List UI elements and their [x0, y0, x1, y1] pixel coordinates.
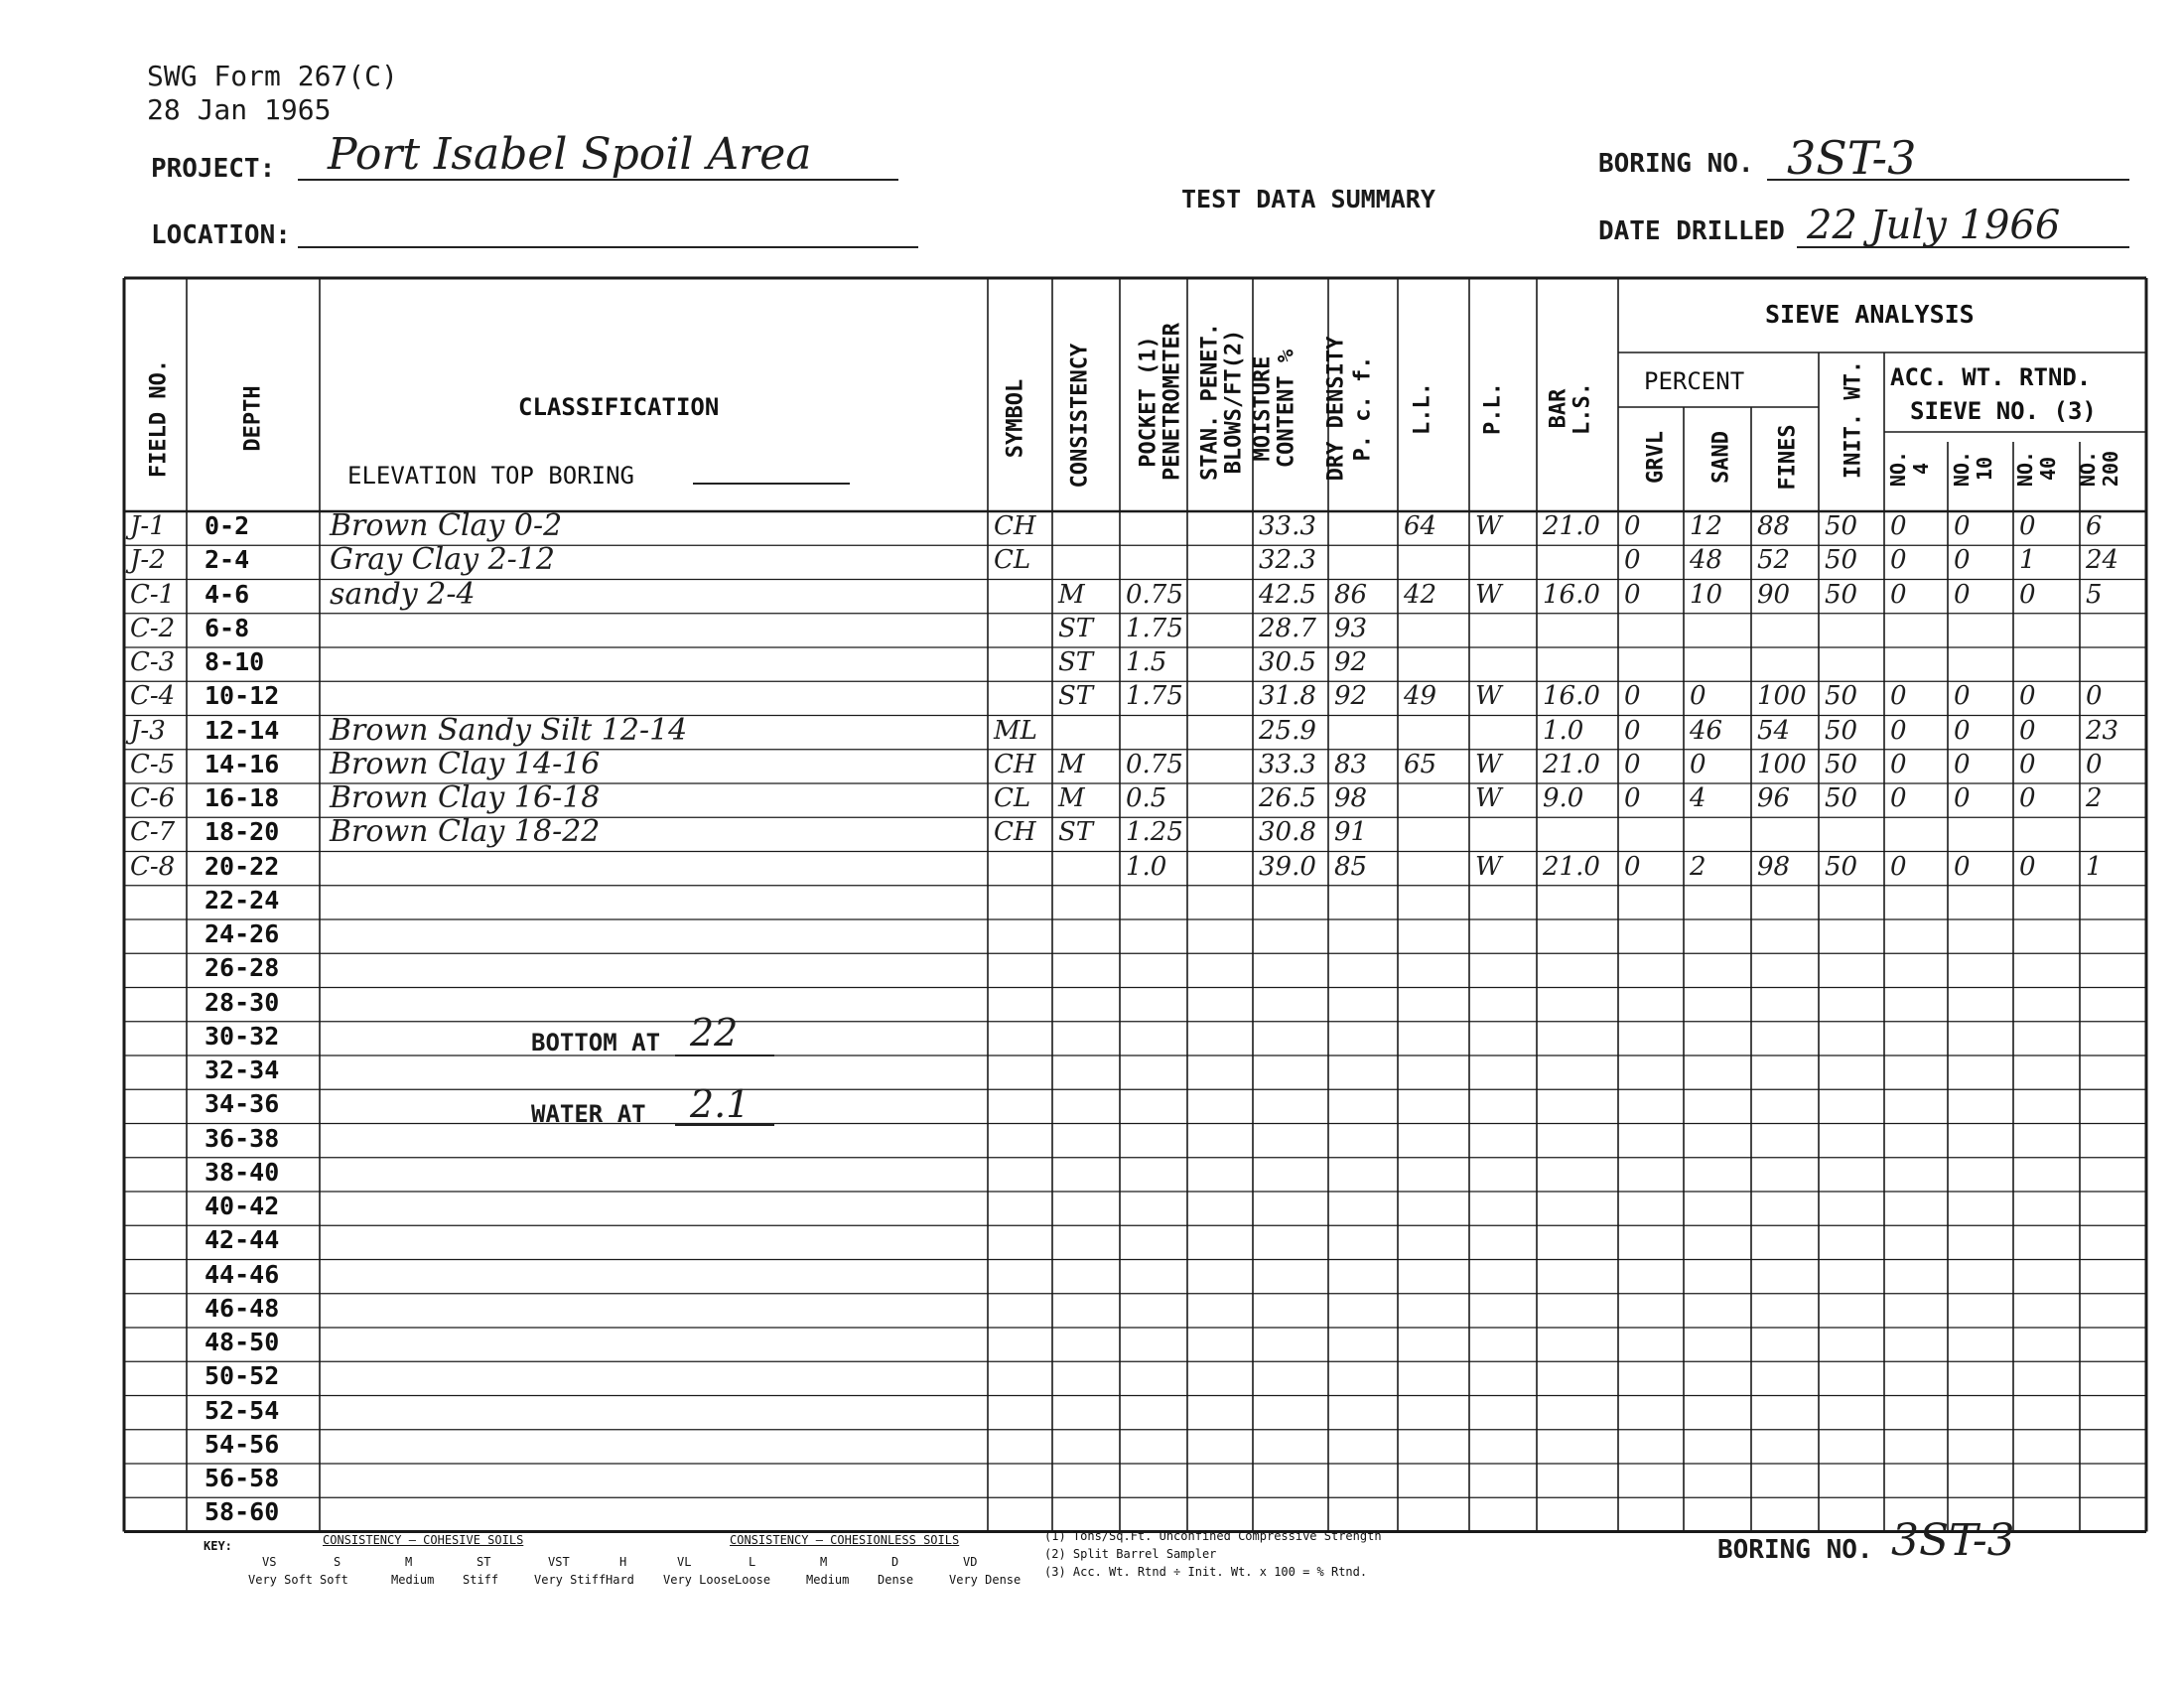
- cell-sand: 0: [1690, 749, 1706, 779]
- cohesionless-abbr: L: [749, 1555, 756, 1569]
- cell-bar: 21.0: [1543, 851, 1600, 882]
- cohesive-word: Soft: [320, 1573, 348, 1587]
- cell-dd: 98: [1334, 783, 1368, 813]
- cell-init: 50: [1825, 715, 1858, 746]
- cell-sand: 46: [1690, 715, 1723, 746]
- header-grvl: GRVL: [1643, 431, 1669, 484]
- cell-ll: 64: [1404, 511, 1437, 541]
- key-note-1: (1) Tons/Sq.Ft. Unconfined Compressive Strength: [1044, 1529, 1382, 1543]
- cell-grvl: 0: [1624, 851, 1641, 882]
- cell-bar: 16.0: [1543, 579, 1600, 610]
- header-bar-2: L.S.: [1570, 382, 1595, 435]
- cell-grvl: 0: [1624, 511, 1641, 541]
- cell-init: 50: [1825, 579, 1858, 610]
- cell-cons: ST: [1058, 681, 1094, 712]
- cell-depth: 26-28: [205, 953, 280, 983]
- cell-pp: 1.75: [1126, 613, 1183, 643]
- header-dry-density-1: DRY DENSITY: [1323, 336, 1349, 482]
- cell-bar: 21.0: [1543, 511, 1600, 541]
- cell-cons: M: [1058, 749, 1085, 779]
- cell-sand: 4: [1690, 783, 1706, 813]
- cohesive-word: Hard: [606, 1573, 634, 1587]
- cell-class: sandy 2-4: [330, 576, 476, 612]
- header-no40-a: NO.: [2013, 450, 2037, 488]
- cell-n200: 2: [2086, 783, 2103, 813]
- cell-depth: 8-10: [205, 647, 265, 676]
- cell-grvl: 0: [1624, 545, 1641, 576]
- cell-grvl: 0: [1624, 579, 1641, 610]
- cell-pp: 1.75: [1126, 681, 1183, 712]
- cell-field: C-6: [130, 783, 176, 813]
- cell-depth: 56-58: [205, 1464, 280, 1492]
- cell-mc: 31.8: [1259, 681, 1316, 712]
- key-cohesive-title: CONSISTENCY — COHESIVE SOILS: [323, 1533, 524, 1547]
- cell-sand: 12: [1690, 511, 1723, 541]
- cell-depth: 16-18: [205, 783, 280, 812]
- cell-sym: CH: [994, 817, 1036, 848]
- cell-depth: 2-4: [205, 545, 250, 575]
- header-no200-a: NO.: [2076, 450, 2100, 488]
- cell-mc: 30.8: [1259, 817, 1316, 848]
- cohesionless-abbr: D: [891, 1555, 899, 1569]
- cell-fines: 90: [1757, 579, 1791, 610]
- bottom-label: BOTTOM AT: [531, 1029, 661, 1056]
- header-acc-wt-1: ACC. WT. RTND.: [1890, 363, 2092, 391]
- cell-grvl: 0: [1624, 783, 1641, 813]
- cell-ll: 65: [1404, 749, 1437, 779]
- header-pl: P.L.: [1480, 382, 1506, 435]
- form-title: TEST DATA SUMMARY: [1181, 185, 1435, 213]
- cell-mc: 30.5: [1259, 647, 1316, 677]
- cell-bar: 1.0: [1543, 715, 1584, 746]
- cell-field: J-3: [130, 715, 166, 746]
- cell-depth: 54-56: [205, 1429, 280, 1459]
- cohesionless-abbr: VD: [963, 1555, 978, 1569]
- cell-n200: 23: [2086, 715, 2119, 746]
- cell-depth: 22-24: [205, 885, 280, 914]
- cell-grvl: 0: [1624, 681, 1641, 712]
- cell-n4: 0: [1890, 579, 1907, 610]
- cell-mc: 26.5: [1259, 783, 1316, 813]
- header-sand: SAND: [1708, 431, 1734, 484]
- header-pocket-1: POCKET (1): [1136, 336, 1161, 468]
- water-underline: [675, 1124, 774, 1126]
- header-acc-wt-2: SIEVE NO. (3): [1910, 397, 2097, 425]
- boring-label: BORING NO.: [1598, 149, 1754, 179]
- cohesive-word: Very Stiff: [534, 1573, 607, 1587]
- boring-value: 3ST-3: [1787, 131, 1917, 185]
- cell-n10: 0: [1954, 783, 1971, 813]
- cell-depth: 18-20: [205, 817, 280, 847]
- header-no4-a: NO.: [1886, 450, 1910, 488]
- cell-pl: W: [1475, 511, 1502, 541]
- cell-field: C-4: [130, 681, 176, 712]
- cell-field: C-8: [130, 851, 176, 882]
- cell-class: Brown Clay 16-18: [330, 780, 601, 815]
- cell-depth: 48-50: [205, 1328, 280, 1356]
- cell-n200: 6: [2086, 511, 2103, 541]
- cell-dd: 92: [1334, 647, 1368, 677]
- cell-mc: 33.3: [1259, 511, 1316, 541]
- cell-depth: 0-2: [205, 511, 250, 540]
- cell-n40: 0: [2019, 783, 2036, 813]
- header-sieve-analysis: SIEVE ANALYSIS: [1765, 300, 1975, 329]
- cell-sym: CH: [994, 511, 1036, 541]
- key-title: KEY:: [204, 1539, 232, 1553]
- header-consistency: CONSISTENCY: [1067, 343, 1093, 489]
- header-symbol: SYMBOL: [1003, 378, 1028, 459]
- bottom-value: 22: [690, 1011, 739, 1055]
- cell-pp: 0.75: [1126, 579, 1183, 610]
- cell-sym: CH: [994, 749, 1036, 779]
- cell-fines: 96: [1757, 783, 1791, 813]
- cell-n200: 5: [2086, 579, 2103, 610]
- cell-pp: 0.75: [1126, 749, 1183, 779]
- header-moisture-1: MOISTURE: [1250, 355, 1276, 462]
- cell-bar: 16.0: [1543, 681, 1600, 712]
- cell-depth: 40-42: [205, 1192, 280, 1220]
- cell-n200: 24: [2086, 545, 2119, 576]
- key-cohesionless-title: CONSISTENCY — COHESIONLESS SOILS: [730, 1533, 960, 1547]
- cell-depth: 28-30: [205, 987, 280, 1017]
- cell-mc: 25.9: [1259, 715, 1316, 746]
- cohesionless-word: Loose: [735, 1573, 771, 1587]
- header-stan-2: BLOWS/FT(2): [1221, 329, 1247, 475]
- cell-field: J-2: [130, 545, 166, 576]
- cell-class: Brown Clay 18-22: [330, 814, 601, 850]
- cell-n40: 1: [2019, 545, 2036, 576]
- cell-sym: CL: [994, 783, 1031, 813]
- cell-pp: 1.5: [1126, 647, 1167, 677]
- cell-n4: 0: [1890, 545, 1907, 576]
- cell-n40: 0: [2019, 715, 2036, 746]
- cohesionless-abbr: M: [820, 1555, 828, 1569]
- key-note-3: (3) Acc. Wt. Rtnd ÷ Init. Wt. x 100 = % Rtnd.: [1044, 1565, 1368, 1579]
- cell-pp: 1.25: [1126, 817, 1183, 848]
- cell-mc: 33.3: [1259, 749, 1316, 779]
- cell-dd: 93: [1334, 613, 1368, 643]
- cell-n40: 0: [2019, 851, 2036, 882]
- cell-field: C-2: [130, 613, 176, 643]
- cell-class: Brown Clay 0-2: [330, 508, 563, 543]
- cohesive-abbr: S: [334, 1555, 341, 1569]
- cohesionless-word: Very Dense: [949, 1573, 1022, 1587]
- header-no10-a: NO.: [1950, 450, 1974, 488]
- cell-init: 50: [1825, 749, 1858, 779]
- cell-class: Gray Clay 2-12: [330, 542, 555, 578]
- cell-cons: M: [1058, 579, 1085, 610]
- cell-depth: 36-38: [205, 1123, 280, 1153]
- cohesionless-word: Medium: [806, 1573, 850, 1587]
- cell-n4: 0: [1890, 783, 1907, 813]
- cell-dd: 85: [1334, 851, 1368, 882]
- cell-n4: 0: [1890, 511, 1907, 541]
- water-value: 2.1: [690, 1082, 751, 1126]
- cell-bar: 9.0: [1543, 783, 1584, 813]
- form-id: SWG Form 267(C): [147, 60, 398, 92]
- cohesionless-word: Dense: [878, 1573, 914, 1587]
- cell-depth: 32-34: [205, 1055, 280, 1084]
- cell-dd: 86: [1334, 579, 1368, 610]
- header-dry-density-2: P. c. f.: [1350, 355, 1376, 462]
- header-ll: L.L.: [1410, 382, 1435, 435]
- header-classification: CLASSIFICATION: [518, 393, 720, 421]
- cell-class: Brown Sandy Silt 12-14: [330, 712, 688, 748]
- cell-depth: 38-40: [205, 1157, 280, 1187]
- cell-n10: 0: [1954, 851, 1971, 882]
- cell-field: C-7: [130, 817, 176, 848]
- cell-depth: 58-60: [205, 1497, 280, 1527]
- cell-pl: W: [1475, 749, 1502, 779]
- header-no200-b: 200: [2099, 450, 2122, 488]
- cell-field: C-5: [130, 749, 176, 779]
- cell-n10: 0: [1954, 579, 1971, 610]
- form-date: 28 Jan 1965: [147, 93, 332, 126]
- cell-pl: W: [1475, 783, 1502, 813]
- cell-depth: 14-16: [205, 749, 280, 778]
- cell-dd: 91: [1334, 817, 1368, 848]
- header-elevation: ELEVATION TOP BORING: [347, 462, 634, 490]
- cell-mc: 42.5: [1259, 579, 1316, 610]
- cell-depth: 6-8: [205, 613, 250, 642]
- water-label: WATER AT: [531, 1100, 646, 1128]
- location-label: LOCATION:: [151, 220, 291, 250]
- cell-fines: 88: [1757, 511, 1791, 541]
- cell-mc: 32.3: [1259, 545, 1316, 576]
- cell-n4: 0: [1890, 749, 1907, 779]
- elevation-underline: [693, 483, 850, 485]
- key-note-2: (2) Split Barrel Sampler: [1044, 1547, 1217, 1561]
- cell-depth: 46-48: [205, 1293, 280, 1323]
- cell-fines: 52: [1757, 545, 1791, 576]
- cell-depth: 4-6: [205, 579, 250, 609]
- cell-pl: W: [1475, 681, 1502, 712]
- cell-fines: 100: [1757, 681, 1807, 712]
- project-value: Port Isabel Spoil Area: [328, 129, 812, 180]
- date-drilled-value: 22 July 1966: [1807, 203, 2061, 248]
- cohesionless-abbr: VL: [677, 1555, 692, 1569]
- cell-n200: 0: [2086, 749, 2103, 779]
- cell-dd: 92: [1334, 681, 1368, 712]
- cell-init: 50: [1825, 783, 1858, 813]
- header-moisture-2: CONTENT %: [1274, 349, 1299, 469]
- cell-pp: 1.0: [1126, 851, 1167, 882]
- cohesive-abbr: ST: [477, 1555, 491, 1569]
- cell-n4: 0: [1890, 715, 1907, 746]
- cell-n40: 0: [2019, 749, 2036, 779]
- cell-n10: 0: [1954, 715, 1971, 746]
- cohesive-word: Very Soft: [248, 1573, 314, 1587]
- cell-grvl: 0: [1624, 715, 1641, 746]
- cell-sand: 10: [1690, 579, 1723, 610]
- cell-n200: 1: [2086, 851, 2103, 882]
- cell-n4: 0: [1890, 681, 1907, 712]
- cohesive-word: Medium: [391, 1573, 435, 1587]
- bottom-underline: [675, 1055, 774, 1056]
- cell-depth: 12-14: [205, 715, 280, 745]
- cohesive-abbr: H: [619, 1555, 627, 1569]
- cell-cons: M: [1058, 783, 1085, 813]
- cell-field: J-1: [130, 511, 166, 541]
- cell-depth: 50-52: [205, 1361, 280, 1391]
- cell-fines: 100: [1757, 749, 1807, 779]
- cell-n40: 0: [2019, 681, 2036, 712]
- cell-bar: 21.0: [1543, 749, 1600, 779]
- cell-cons: ST: [1058, 613, 1094, 643]
- cell-depth: 20-22: [205, 851, 280, 881]
- header-stan-1: STAN. PENET.: [1197, 323, 1223, 481]
- cell-n10: 0: [1954, 681, 1971, 712]
- cell-sand: 48: [1690, 545, 1723, 576]
- cell-n10: 0: [1954, 545, 1971, 576]
- cell-depth: 44-46: [205, 1259, 280, 1289]
- header-percent: PERCENT: [1644, 367, 1745, 395]
- header-no4-b: 4: [1909, 462, 1933, 476]
- cell-pp: 0.5: [1126, 783, 1167, 813]
- cell-depth: 42-44: [205, 1225, 280, 1255]
- cell-n4: 0: [1890, 851, 1907, 882]
- cell-dd: 83: [1334, 749, 1368, 779]
- cell-field: C-1: [130, 579, 176, 610]
- project-label: PROJECT:: [151, 154, 276, 184]
- cell-n40: 0: [2019, 511, 2036, 541]
- cell-mc: 28.7: [1259, 613, 1316, 643]
- cell-ll: 49: [1404, 681, 1437, 712]
- footer-boring-label: BORING NO.: [1717, 1535, 1873, 1565]
- cell-fines: 98: [1757, 851, 1791, 882]
- header-init-wt: INIT. WT.: [1841, 359, 1866, 480]
- cell-cons: ST: [1058, 647, 1094, 677]
- cell-init: 50: [1825, 851, 1858, 882]
- cell-n10: 0: [1954, 749, 1971, 779]
- cell-init: 50: [1825, 545, 1858, 576]
- cell-pl: W: [1475, 851, 1502, 882]
- header-field-no: FIELD NO.: [146, 358, 172, 479]
- cell-depth: 24-26: [205, 919, 280, 948]
- cell-depth: 30-32: [205, 1021, 280, 1051]
- header-pocket-2: PENETROMETER: [1160, 323, 1185, 481]
- footer-boring-value: 3ST-3: [1891, 1515, 2015, 1566]
- cohesive-abbr: M: [405, 1555, 413, 1569]
- cell-n10: 0: [1954, 511, 1971, 541]
- cohesionless-word: Very Loose: [663, 1573, 736, 1587]
- header-no10-b: 10: [1973, 456, 1996, 482]
- cell-class: Brown Clay 14-16: [330, 746, 601, 781]
- cohesive-abbr: VST: [548, 1555, 570, 1569]
- header-fines: FINES: [1775, 424, 1801, 491]
- cell-n200: 0: [2086, 681, 2103, 712]
- header-depth: DEPTH: [240, 385, 266, 452]
- date-drilled-label: DATE DRILLED: [1598, 216, 1785, 246]
- cohesive-abbr: VS: [262, 1555, 277, 1569]
- cell-field: C-3: [130, 647, 176, 677]
- cell-init: 50: [1825, 511, 1858, 541]
- cell-sand: 2: [1690, 851, 1706, 882]
- cohesive-word: Stiff: [463, 1573, 499, 1587]
- cell-ll: 42: [1404, 579, 1437, 610]
- cell-depth: 52-54: [205, 1395, 280, 1425]
- cell-grvl: 0: [1624, 749, 1641, 779]
- cell-depth: 34-36: [205, 1089, 280, 1119]
- header-no40-b: 40: [2036, 456, 2060, 482]
- cell-cons: ST: [1058, 817, 1094, 848]
- cell-mc: 39.0: [1259, 851, 1316, 882]
- cell-sand: 0: [1690, 681, 1706, 712]
- cell-depth: 10-12: [205, 681, 280, 711]
- cell-pl: W: [1475, 579, 1502, 610]
- cell-n40: 0: [2019, 579, 2036, 610]
- cell-init: 50: [1825, 681, 1858, 712]
- cell-fines: 54: [1757, 715, 1791, 746]
- cell-sym: CL: [994, 545, 1031, 576]
- cell-sym: ML: [994, 715, 1037, 746]
- header-bar-1: BAR: [1546, 388, 1571, 429]
